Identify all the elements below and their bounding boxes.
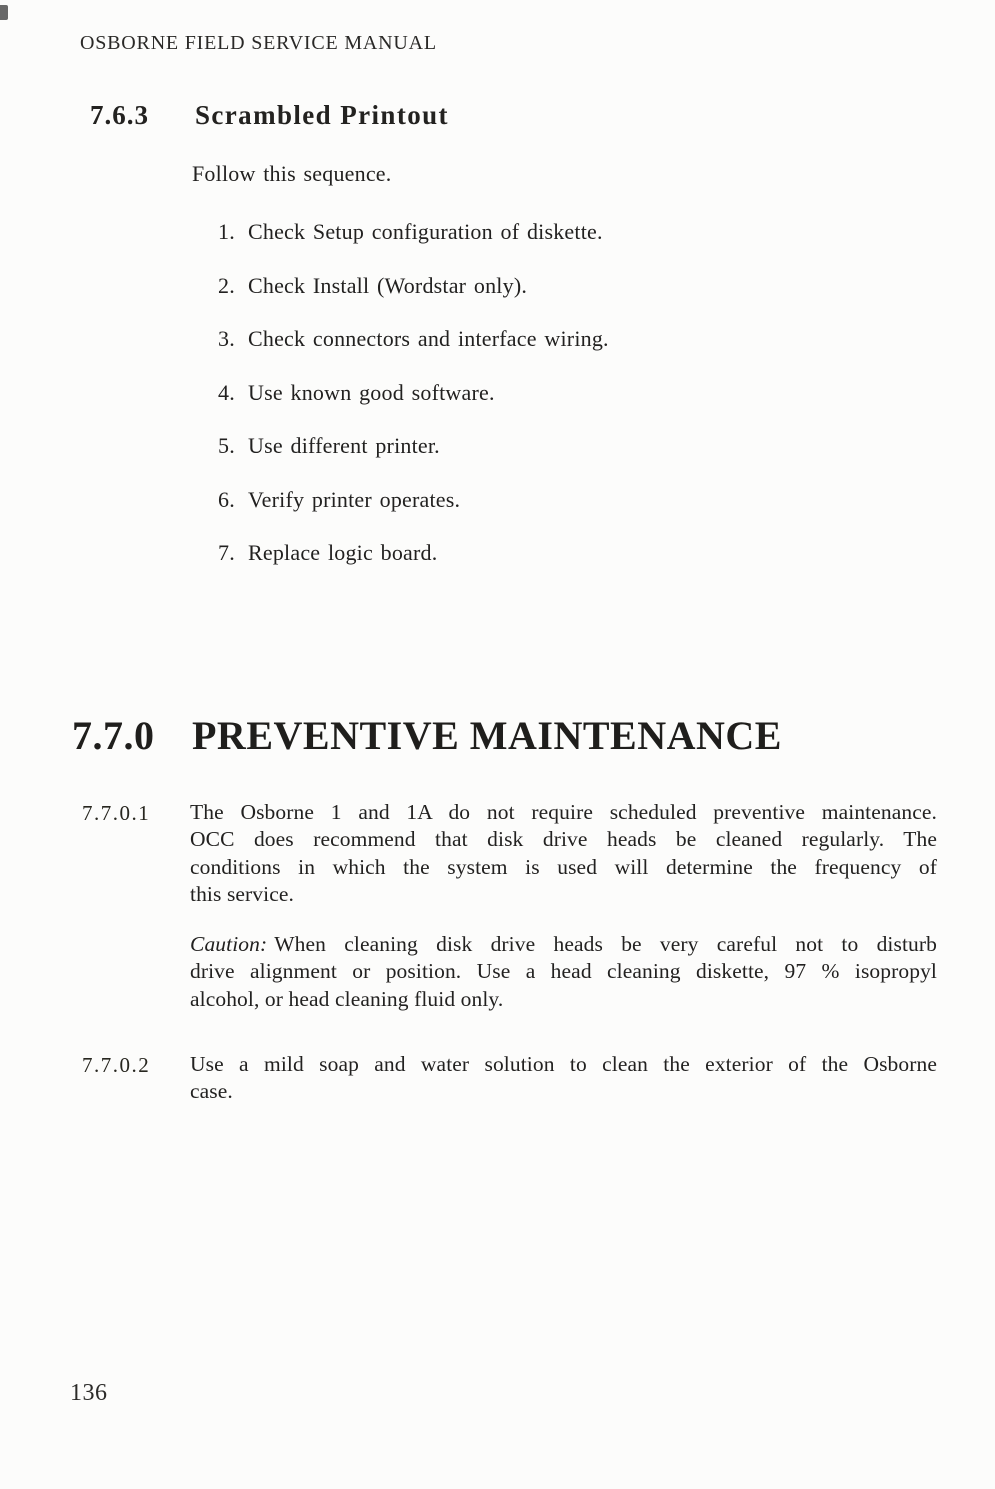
paragraph-line: drive alignment or position. Use a head cleaning diskette, 97 % isopropyl [190,959,937,984]
section-number: 7.6.3 [90,100,149,130]
step-number: 5. [218,433,235,458]
paragraph-line [190,931,937,958]
paragraph-label: 7.7.0.2 [82,1053,151,1077]
step-row [218,539,437,567]
step-row [218,486,460,514]
step-text: Check Install (Wordstar only). [248,272,528,298]
paragraph-line: this service. [190,882,294,907]
step-row [218,218,603,246]
caution-text: When cleaning disk drive heads be very careful not to disturb [274,932,937,956]
paragraph-line: conditions in which the system is used will determine the frequency of [190,854,937,879]
caution-paragraph [190,931,937,1013]
step-row [218,379,495,407]
step-row [218,432,440,460]
caution-label: Caution: [190,932,268,956]
page-number: 136 [70,1380,108,1406]
step-row [218,325,609,353]
section-heading-scrambled-printout [90,96,449,134]
step-text: Check Setup configuration of diskette. [248,219,603,244]
paragraph-7701 [190,799,937,909]
section-heading-preventive-maintenance [72,712,782,760]
step-text: Verify printer operates. [248,486,461,512]
step-text: Check connectors and interface wiring. [248,326,609,351]
step-row [218,272,527,300]
step-text: Replace logic board. [248,540,438,565]
section-title: Scrambled Printout [195,100,449,130]
paragraph-line: alcohol, or head cleaning fluid only. [190,986,504,1011]
step-number: 7. [218,540,235,565]
step-number: 3. [218,326,235,351]
step-number: 6. [218,486,235,512]
paragraph-line: The Osborne 1 and 1A do not require scheduled preventive maintenance. [190,800,937,824]
paragraph-7702 [190,1051,937,1106]
intro-text: Follow this sequence. [192,161,392,186]
paragraph-label: 7.7.0.1 [82,801,151,825]
section-number: 7.7.0 [72,713,155,758]
section-title: PREVENTIVE MAINTENANCE [192,713,782,758]
paragraph-line: Use a mild soap and water solution to clean the exterior of the Osborne [190,1052,937,1076]
page-header: OSBORNE FIELD SERVICE MANUAL [80,32,437,54]
step-text: Use known good software. [248,379,495,405]
scan-artifact [0,5,8,20]
step-number: 1. [218,219,235,244]
paragraph-line: OCC does recommend that disk drive heads be cleaned regularly. The [190,827,937,852]
paragraph-line: case. [190,1079,233,1104]
step-number: 4. [218,379,235,405]
step-number: 2. [218,272,235,298]
step-text: Use different printer. [248,433,440,458]
